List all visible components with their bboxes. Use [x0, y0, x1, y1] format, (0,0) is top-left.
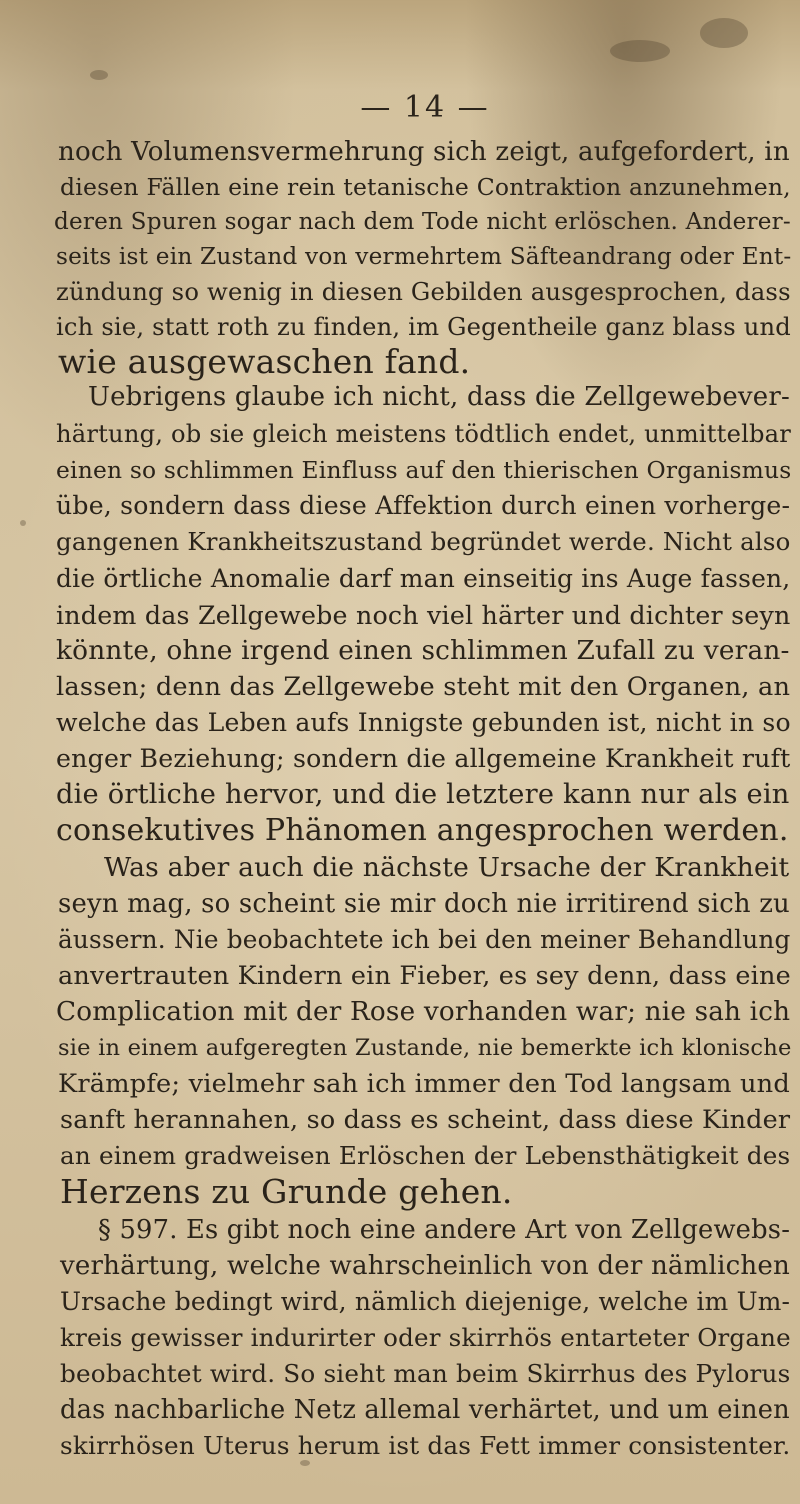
text-line: ich sie, statt roth zu finden, im Gegentheile ganz blass und — [56, 313, 791, 341]
text-line: § 597. Es gibt noch eine andere Art von Zellgewebs- — [98, 1215, 791, 1245]
text-line: enger Beziehung; sondern die allgemeine Krankheit ruft — [56, 744, 791, 773]
text-line: seyn mag, so scheint sie mir doch nie irritirend sich zu — [58, 889, 790, 919]
text-line: deren Spuren sogar nach dem Tode nicht erlöschen. Anderer- — [54, 209, 791, 235]
text-line: sie in einem aufgeregten Zustande, nie bemerkte ich klonische — [58, 1035, 792, 1061]
text-line: einen so schlimmen Einfluss auf den thierischen Organismus — [56, 456, 792, 484]
text-line: das nachbarliche Netz allemal verhärtet, und um einen — [60, 1395, 790, 1425]
text-line: härtung, ob sie gleich meistens tödtlich endet, unmittelbar — [56, 420, 792, 448]
text-line: noch Volumensvermehrung sich zeigt, aufgefordert, in — [58, 137, 790, 167]
text-line: gangenen Krankheitszustand begründet werde. Nicht also — [56, 527, 791, 556]
text-line: skirrhösen Uterus herum ist das Fett immer consistenter. — [60, 1431, 791, 1460]
paper-stain — [90, 70, 108, 80]
text-line: Ursache bedingt wird, nämlich diejenige, welche im Um- — [60, 1287, 791, 1316]
text-line: zündung so wenig in diesen Gebilden ausgesprochen, dass — [56, 277, 791, 306]
text-line: consekutives Phänomen angesprochen werden. — [56, 813, 789, 848]
text-line: lassen; denn das Zellgewebe steht mit den Organen, an — [56, 672, 791, 702]
text-line: welche das Leben aufs Innigste gebunden ist, nicht in so — [56, 708, 791, 737]
text-line: äussern. Nie beobachtete ich bei den meiner Behandlung — [58, 925, 791, 954]
text-line: Uebrigens glaube ich nicht, dass die Zellgewebever- — [88, 382, 790, 412]
text-line: übe, sondern dass diese Affektion durch einen vorherge- — [56, 491, 791, 520]
text-line: Krämpfe; vielmehr sah ich immer den Tod langsam und — [58, 1069, 790, 1099]
text-line: indem das Zellgewebe noch viel härter und dichter seyn — [56, 600, 791, 630]
text-line: diesen Fällen eine rein tetanische Contraktion anzunehmen, — [60, 173, 791, 201]
text-line: beobachtet wird. So sieht man beim Skirrhus des Pylorus — [60, 1359, 791, 1388]
page-number: — 14 — — [360, 90, 490, 125]
body-text — [54, 132, 800, 1460]
paper-stain — [20, 520, 26, 526]
text-line: die örtliche hervor, und die letztere kann nur als ein — [56, 779, 790, 810]
text-line: Was aber auch die nächste Ursache der Krankheit — [104, 852, 790, 883]
text-line: könnte, ohne irgend einen schlimmen Zufall zu veran- — [56, 636, 790, 666]
text-line: an einem gradweisen Erlöschen der Lebensthätigkeit des — [60, 1141, 791, 1170]
text-line: verhärtung, welche wahrscheinlich von der nämlichen — [60, 1251, 790, 1281]
text-line: wie ausgewaschen fand. — [58, 342, 471, 381]
text-line: kreis gewisser indurirter oder skirrhös entarteter Organe — [60, 1323, 791, 1352]
text-line: seits ist ein Zustand von vermehrtem Säfteandrang oder Ent- — [56, 243, 792, 270]
text-line: Complication mit der Rose vorhanden war; nie sah ich — [56, 997, 791, 1027]
paper-stain — [700, 18, 748, 48]
paper-stain — [610, 40, 670, 62]
text-line: sanft herannahen, so dass es scheint, dass diese Kinder — [60, 1105, 791, 1135]
text-line: die örtliche Anomalie darf man einseitig ins Auge fassen, — [56, 564, 791, 593]
text-line: anvertrauten Kindern ein Fieber, es sey denn, dass eine — [58, 961, 791, 991]
text-line: Herzens zu Grunde gehen. — [60, 1172, 513, 1211]
